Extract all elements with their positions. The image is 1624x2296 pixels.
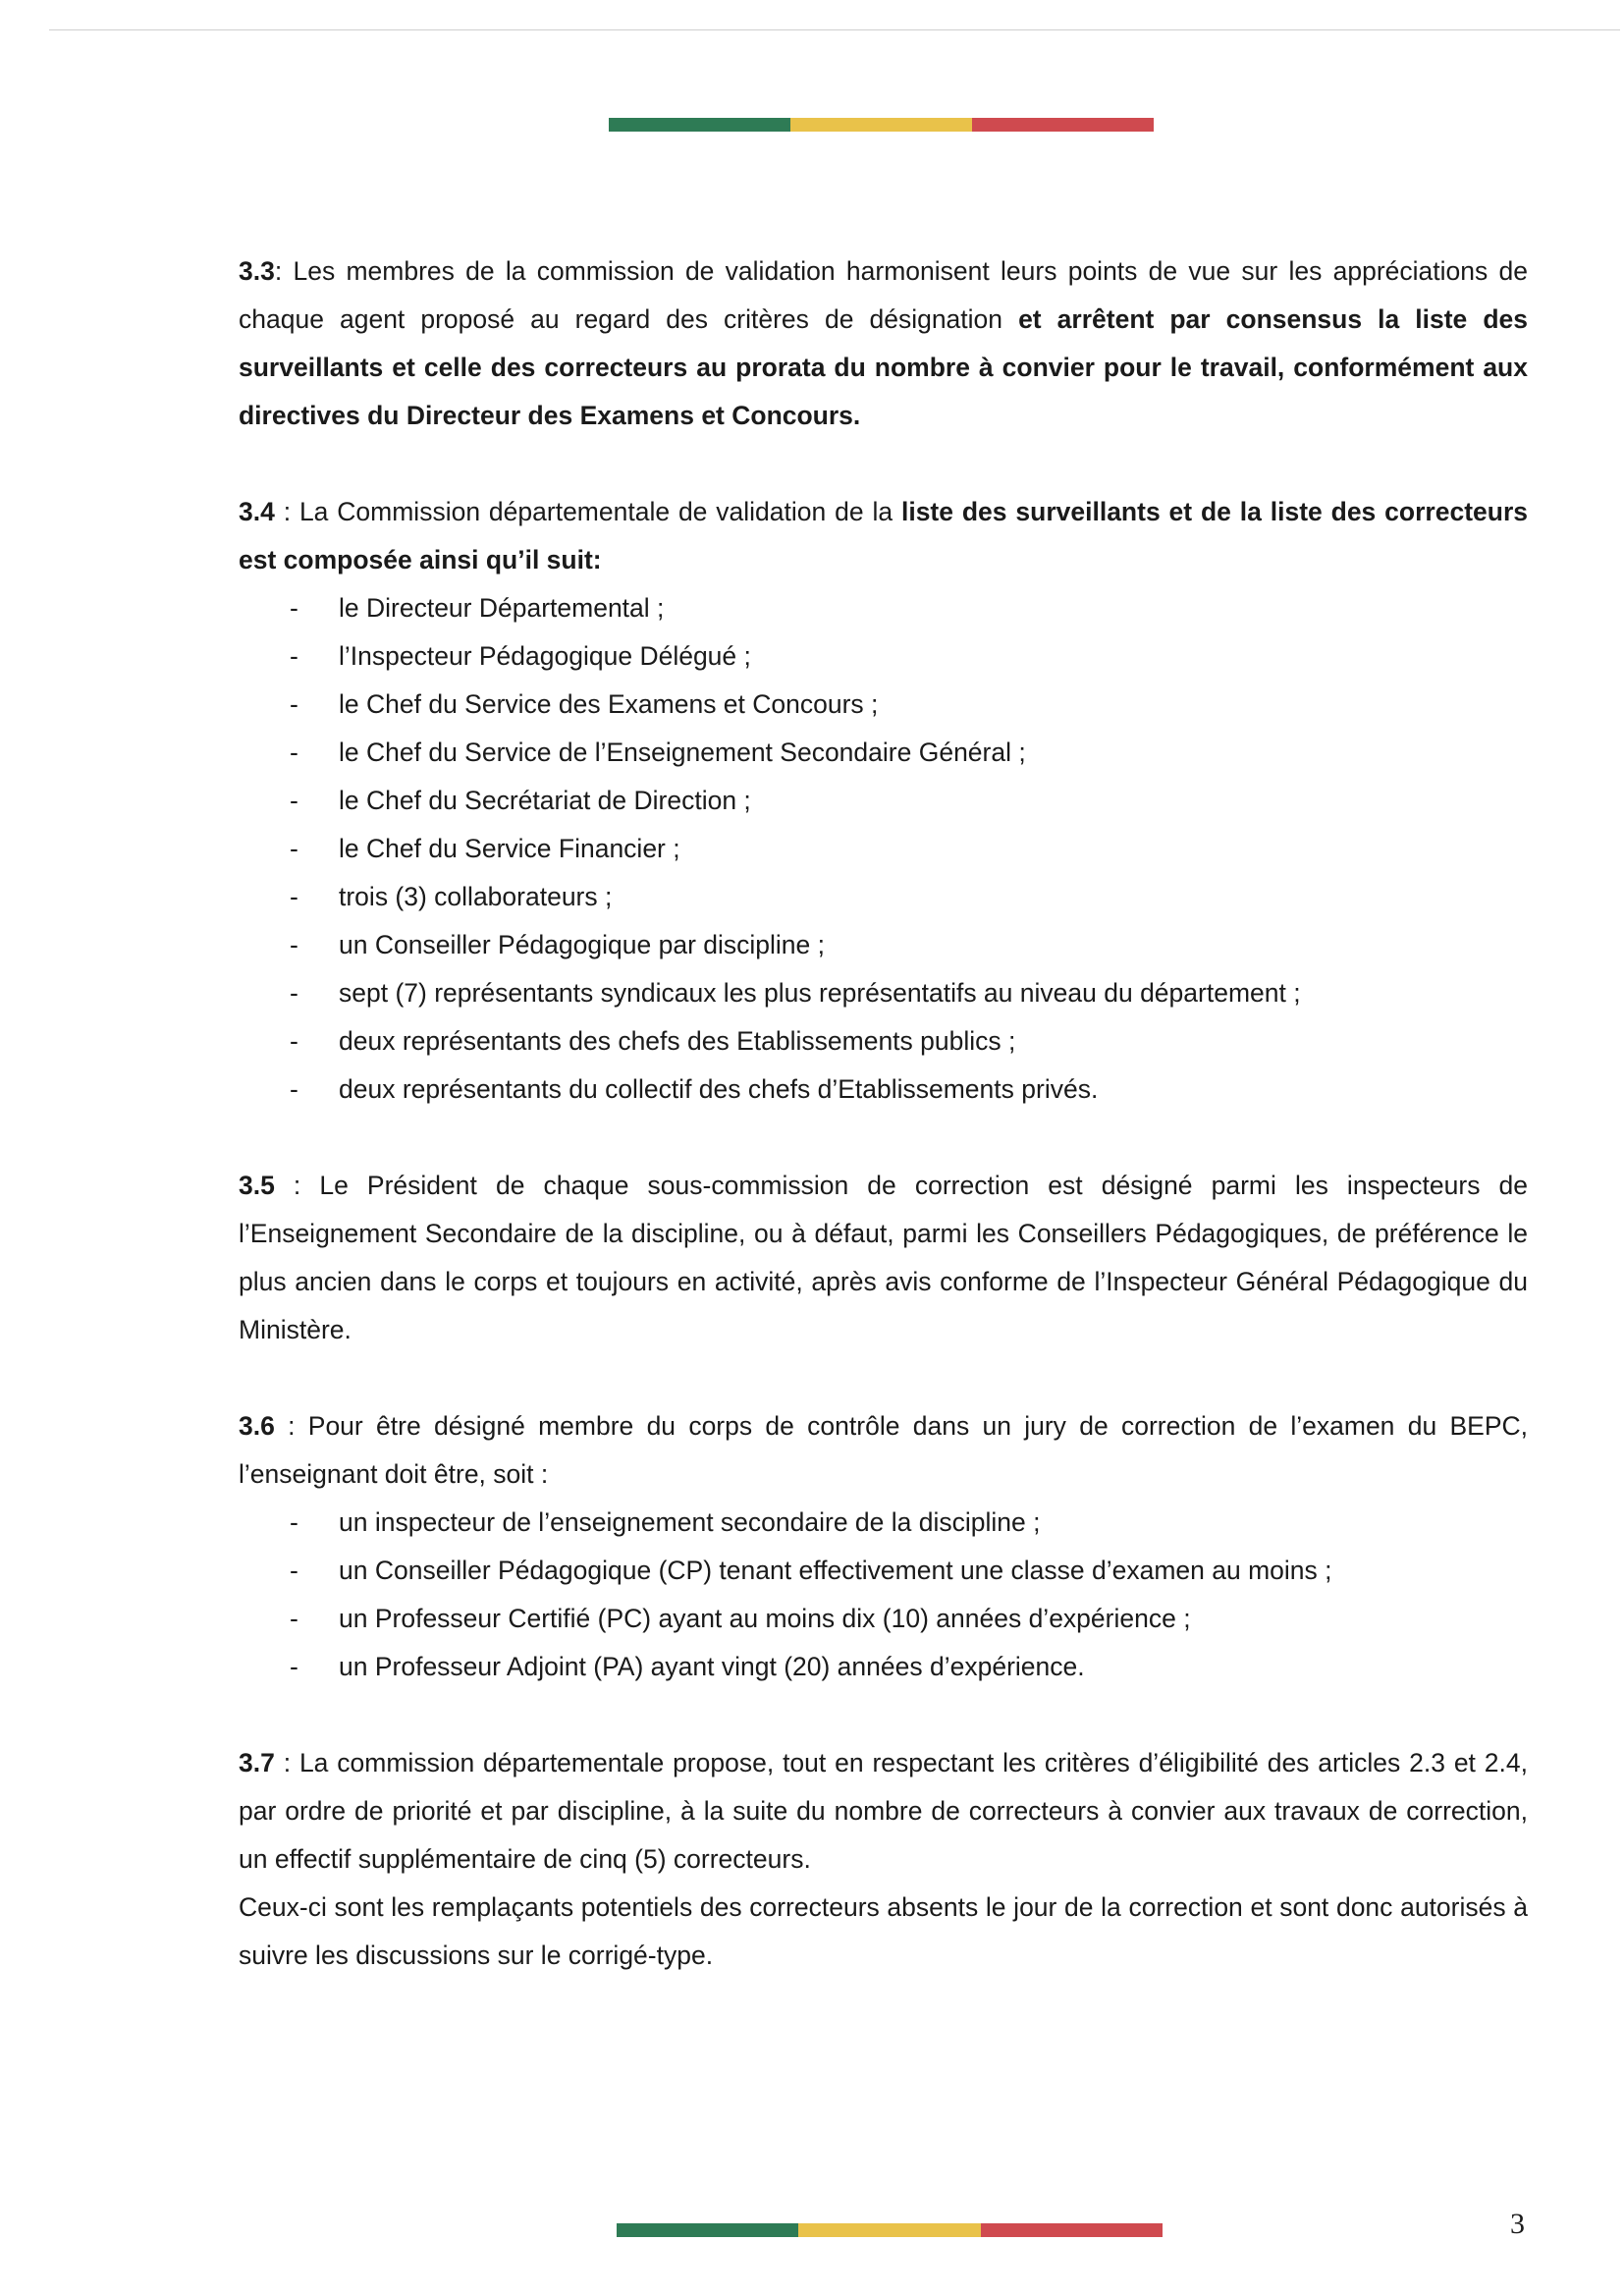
section-number: 3.3 — [239, 256, 275, 286]
paragraph-text: : Pour être désigné membre du corps de contrôle dans un jury de correction de l’examen du BEPC, l’enseignant doit être, soit : — [239, 1411, 1528, 1489]
list-item: - deux représentants du collectif des chefs d’Etablissements privés. — [239, 1066, 1528, 1114]
paragraph-text: : La commission départementale propose, tout en respectant les critères d’éligibilité des articles 2.3 et 2.4, par ordre de priorité et par discipline, à la suite du nombre de correcteurs à convier aux travaux de correction, un effectif supplémentaire de cinq (5) correcteurs. — [239, 1748, 1528, 1874]
list-item: - le Chef du Service de l’Enseignement Secondaire Général ; — [239, 729, 1528, 777]
flag-green-segment — [617, 2223, 798, 2237]
flag-bar-bottom — [617, 2223, 1163, 2237]
paragraph-text: : Le Président de chaque sous-commission de correction est désigné parmi les inspecteurs de l’Enseignement Secondaire de la discipline, ou à défaut, parmi les Conseillers Pédagogiques, de préférence le plus ancien dans le corps et toujours en activité, après avis conforme de l’Inspecteur Général Pédagogique du Ministère. — [239, 1171, 1528, 1344]
list-item: - le Chef du Service des Examens et Concours ; — [239, 681, 1528, 729]
flag-bar-top — [609, 118, 1154, 132]
top-rule — [49, 29, 1620, 30]
flag-red-segment — [981, 2223, 1163, 2237]
control-body-list — [239, 1499, 1528, 1691]
flag-yellow-segment — [790, 118, 972, 132]
list-item: - un inspecteur de l’enseignement secondaire de la discipline ; — [239, 1499, 1528, 1547]
section-number: 3.7 — [239, 1748, 275, 1777]
paragraph-text: : Les membres de la commission de validation harmonisent leurs points de vue sur les appréciations de chaque agent proposé au regard des critères de désignation — [239, 256, 1528, 334]
section-number: 3.4 — [239, 497, 275, 526]
list-item: - le Directeur Départemental ; — [239, 584, 1528, 632]
paragraph-3-7-continuation — [239, 1884, 1528, 1980]
page-number: 3 — [1510, 2208, 1525, 2240]
list-item: - un Professeur Certifié (PC) ayant au moins dix (10) années d’expérience ; — [239, 1595, 1528, 1643]
paragraph-text: : La Commission départementale de validation de la — [274, 497, 901, 526]
list-item: - un Conseiller Pédagogique par discipline ; — [239, 921, 1528, 969]
paragraph-text: Ceux-ci sont les remplaçants potentiels des correcteurs absents le jour de la correction et sont donc autorisés à suivre les discussions sur le corrigé-type. — [239, 1892, 1528, 1970]
document-body — [239, 247, 1528, 1980]
list-item: - trois (3) collaborateurs ; — [239, 873, 1528, 921]
list-item: - le Chef du Service Financier ; — [239, 825, 1528, 873]
section-number: 3.5 — [239, 1171, 275, 1200]
flag-green-segment — [609, 118, 790, 132]
commission-members-list — [239, 584, 1528, 1114]
paragraph-bold-text: liste des surveillants et de la liste des correcteurs est composée ainsi qu’il suit: — [239, 497, 1528, 574]
paragraph-3-4 — [239, 488, 1528, 584]
list-item: - l’Inspecteur Pédagogique Délégué ; — [239, 632, 1528, 681]
list-item: - un Professeur Adjoint (PA) ayant vingt (20) années d’expérience. — [239, 1643, 1528, 1691]
list-item: - le Chef du Secrétariat de Direction ; — [239, 777, 1528, 825]
list-item: - un Conseiller Pédagogique (CP) tenant effectivement une classe d’examen au moins ; — [239, 1547, 1528, 1595]
paragraph-3-3 — [239, 247, 1528, 440]
section-number: 3.6 — [239, 1411, 275, 1441]
paragraph-3-7 — [239, 1739, 1528, 1884]
list-item: - deux représentants des chefs des Etablissements publics ; — [239, 1017, 1528, 1066]
list-item: - sept (7) représentants syndicaux les plus représentatifs au niveau du département ; — [239, 969, 1528, 1017]
paragraph-bold-text: et arrêtent par consensus la liste des surveillants et celle des correcteurs au prorata du nombre à convier pour le travail, conformément aux directives du Directeur des Examens et Concours. — [239, 304, 1528, 430]
paragraph-3-6 — [239, 1402, 1528, 1499]
paragraph-3-5 — [239, 1162, 1528, 1354]
flag-yellow-segment — [798, 2223, 980, 2237]
flag-red-segment — [972, 118, 1154, 132]
